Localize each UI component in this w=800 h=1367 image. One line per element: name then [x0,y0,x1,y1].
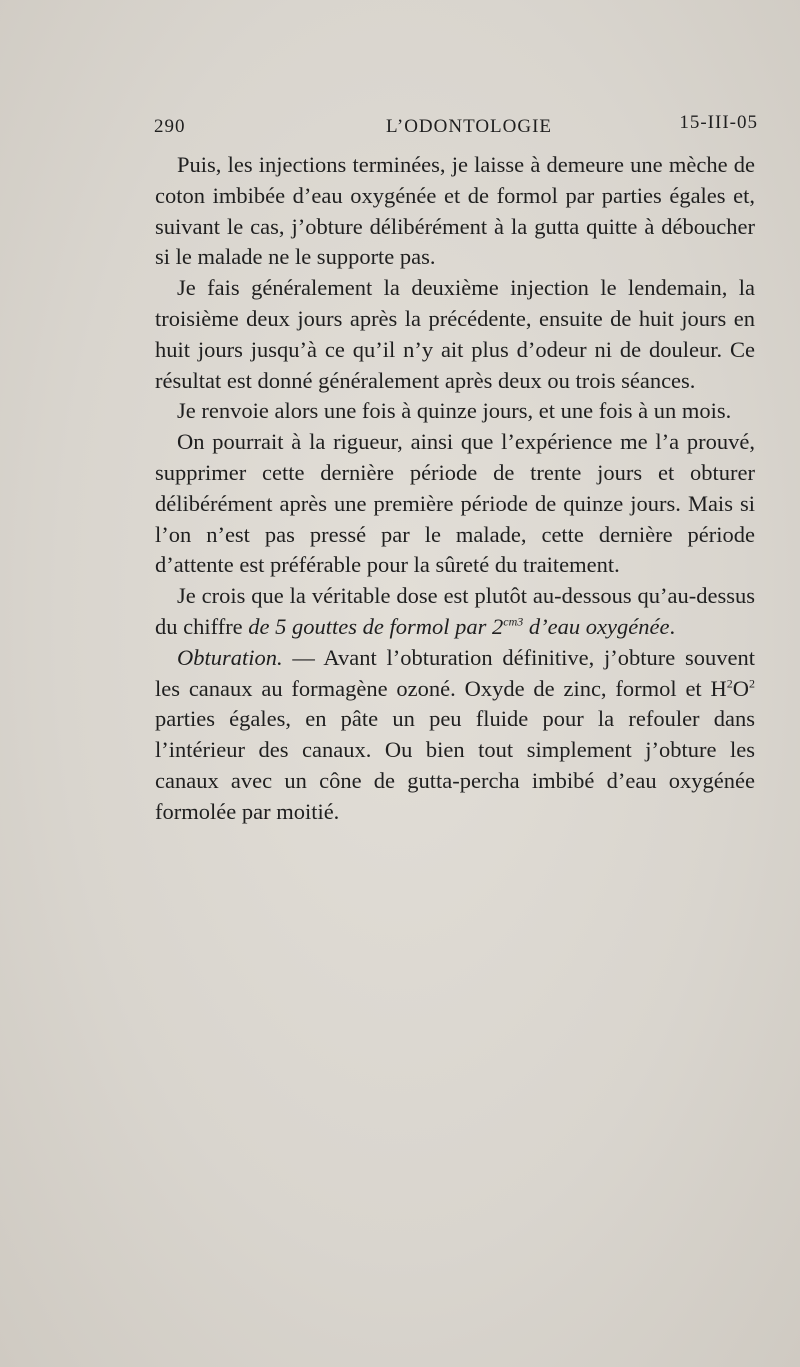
running-title: L’ODONTOLOGIE [386,116,553,137]
running-header [154,112,758,142]
dose-unit-sup: cm3 [503,614,524,629]
formula-sup: 2 [749,676,755,691]
formula-o: O [732,675,749,701]
paragraph-obturation [155,643,755,828]
paragraph: Puis, les injections terminées, je laisse à demeure une mèche de coton imbibée d’eau oxygénée et de formol par parties égales et, suivant le cas, j’obture délibérément à la gutta quitte à déboucher si le malade ne le supporte pas. [155,152,755,270]
dose-italic-end: d’eau oxygénée [523,613,670,639]
page-number: 290 [154,116,186,137]
dose-period: . [669,613,676,639]
issue-date: 15-III-05 [679,112,758,133]
dose-italic: de 5 gouttes de formol par 2 [248,613,504,639]
body-text [155,150,755,828]
dose-text: Je crois que la véritable dose est plutôt au-dessous qu’au-dessus du chiffre [155,583,755,639]
paragraph-dose [155,581,755,643]
formula-sup: 2 [726,676,733,691]
paragraph: Je renvoie alors une fois à quinze jours, et une fois à un mois. [177,398,732,424]
section-heading: Obturation. [177,644,283,670]
paragraph: On pourrait à la rigueur, ainsi que l’expérience me l’a prouvé, supprimer cette dernière période de trente jours et obturer délibérément après une première période de quinze jours. Mais si l’on n’est pas pressé par le malade, cette dernière période d’attente est préférable pour la sûreté du traitement. [155,429,755,578]
paragraph: Je fais généralement la deuxième injection le lendemain, la troisième deux jours après la précédente, ensuite de huit jours en huit jours jusqu’à ce qu’il n’y ait plus d’odeur ni de douleur. Ce résultat est donné généralement après deux ou trois séances. [155,275,755,393]
obturation-text: — Avant l’obturation définitive, j’obture souvent les canaux au formagène ozoné. Oxyde de zinc, formol et H [155,644,755,701]
obturation-text-end: parties égales, en pâte un peu fluide pour la refouler dans l’intérieur des canaux. Ou bien tout simplement j’obture les canaux avec un cône de gutta-percha imbibé d’eau oxygénée formolée par moitié. [155,706,755,824]
